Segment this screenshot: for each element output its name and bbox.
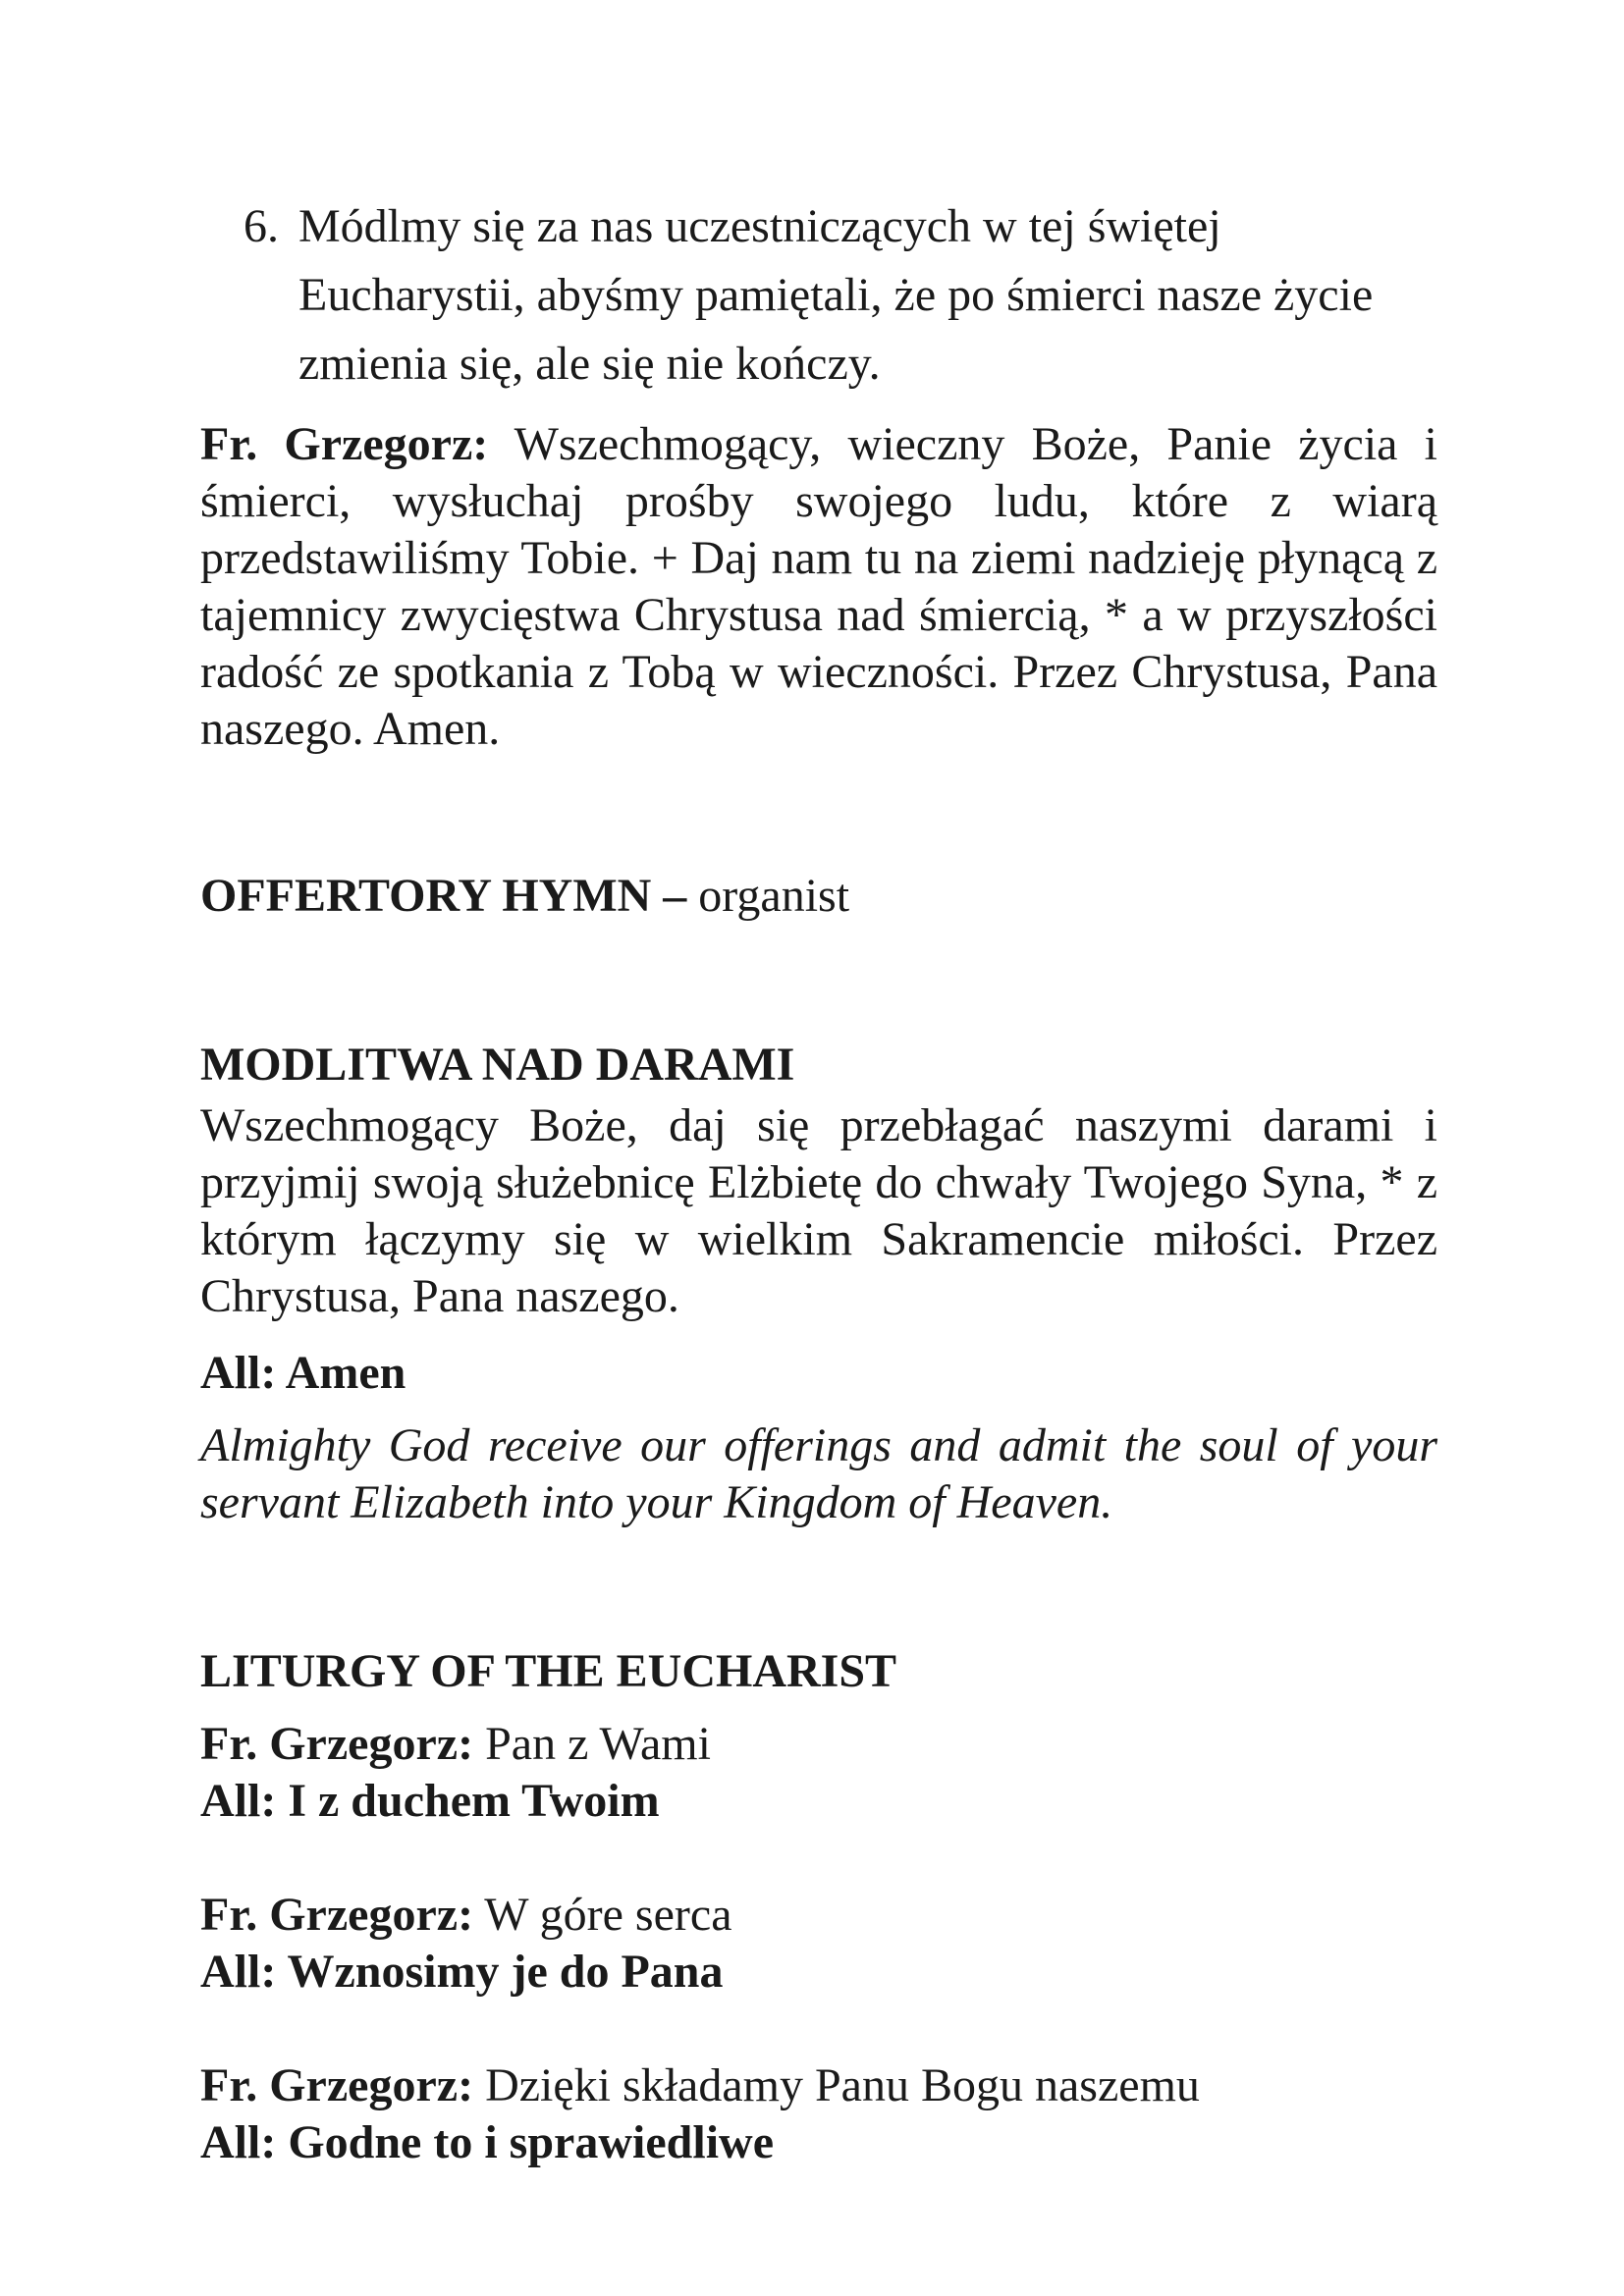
closing-prayer [200, 416, 1437, 758]
closing-prayer-text: Wszechmogący, wieczny Boże, Panie życia i śmierci, wysłuchaj prośby swojego ludu, które z wiarą przedstawiliśmy Tobie. + Daj nam tu na ziemi nadzieję płynącą z tajemnicy zwycięstwa Chrystusa nad śmiercią, * a w przyszłości radość ze spotkania z Tobą w wieczności. Przez Chrystusa, Pana naszego. Amen. [200, 418, 1437, 755]
dialogue-3 [200, 2057, 1437, 2171]
closing-prayer-speaker: Fr. Grzegorz: [200, 418, 489, 470]
intercession-number: 6. [244, 200, 279, 252]
priest-speaker: Fr. Grzegorz: [200, 1889, 474, 1941]
eucharist-heading: LITURGY OF THE EUCHARIST [200, 1645, 897, 1697]
dialogue-2 [200, 1887, 1437, 2001]
amen-response: All: Amen [200, 1347, 406, 1399]
offertory-performer: organist [698, 870, 850, 922]
page-content [200, 192, 1437, 2171]
priest-line [200, 1887, 1437, 1944]
offertory-title: OFFERTORY HYMN – [200, 870, 687, 922]
priest-line [200, 1716, 1437, 1773]
priest-speaker: Fr. Grzegorz: [200, 2059, 474, 2111]
intercession-text: Módlmy się za nas uczestniczących w tej świętej Eucharystii, abyśmy pamiętali, że po śmierci nasze życie zmienia się, ale się nie kończy. [298, 200, 1374, 390]
priest-speaker: Fr. Grzegorz: [200, 1718, 474, 1770]
dialogue-1 [200, 1716, 1437, 1830]
english-translation: Almighty God receive our offerings and admit the soul of your servant Elizabeth into your Kingdom of Heaven. [200, 1419, 1437, 1528]
priest-text: Pan z Wami [485, 1718, 711, 1770]
prayer-over-gifts-heading: MODLITWA NAD DARAMI [200, 1039, 795, 1091]
intercession-item [200, 192, 1437, 399]
offertory-hymn [200, 868, 1437, 925]
people-response: All: I z duchem Twoim [200, 1775, 660, 1827]
priest-line [200, 2057, 1437, 2114]
priest-text: Dzięki składamy Panu Bogu naszemu [485, 2059, 1200, 2111]
priest-text: W góre serca [484, 1889, 732, 1941]
people-response: All: Wznosimy je do Pana [200, 1946, 724, 1998]
people-response: All: Godne to i sprawiedliwe [200, 2116, 774, 2168]
prayer-over-gifts-text: Wszechmogący Boże, daj się przebłagać naszymi darami i przyjmij swoją służebnicę Elżbietę do chwały Twojego Syna, * z którym łączymy się w wielkim Sakramencie miłości. Przez Chrystusa, Pana naszego. [200, 1099, 1437, 1322]
